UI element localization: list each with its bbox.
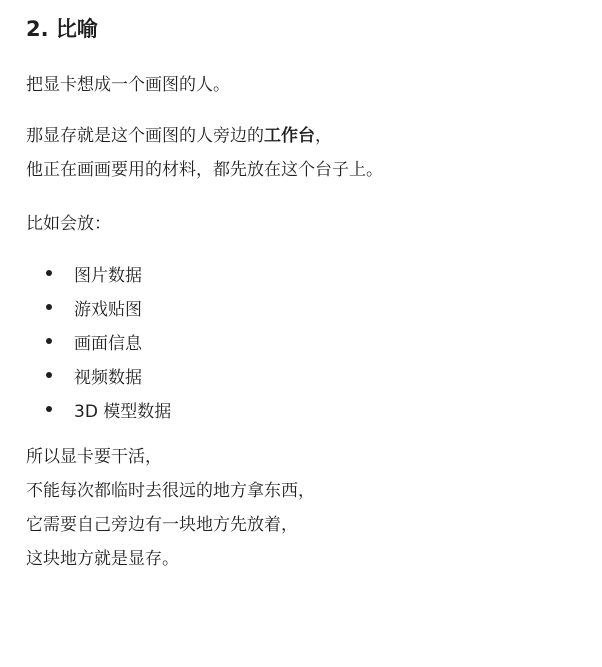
summary-line-3: 它需要自己旁边有一块地方先放着， <box>26 515 298 535</box>
list-item <box>26 290 602 324</box>
summary-line-4: 这块地方就是显存。 <box>26 549 179 569</box>
list-item <box>26 324 602 358</box>
analogy-prefix: 那显存就是这个画图的人旁边的 <box>26 126 264 146</box>
intro-paragraph: 把显卡想成一个画图的人。 <box>26 75 230 95</box>
analogy-paragraph <box>26 119 602 187</box>
summary-line-1: 所以显卡要干活， <box>26 447 162 467</box>
analogy-emphasis: 工作台 <box>264 126 315 146</box>
bullet-icon <box>46 304 52 310</box>
analogy-line-2: 他正在画画要用的材料，都先放在这个台子上。 <box>26 160 383 180</box>
bullet-list <box>26 256 602 426</box>
bullet-icon <box>46 372 52 378</box>
analogy-suffix: ， <box>315 126 332 146</box>
list-item-text: 3D 模型数据 <box>74 401 172 422</box>
list-item <box>26 256 602 290</box>
list-intro: 比如会放： <box>26 214 111 234</box>
list-item-text: 图片数据 <box>74 265 142 286</box>
list-item <box>26 392 602 426</box>
list-item-text: 游戏贴图 <box>74 299 142 320</box>
list-item-text: 视频数据 <box>74 367 142 388</box>
summary-line-2: 不能每次都临时去很远的地方拿东西， <box>26 481 315 501</box>
section-heading: 2. 比喻 <box>26 17 98 41</box>
bullet-icon <box>46 406 52 412</box>
summary-paragraph <box>26 440 602 576</box>
bullet-icon <box>46 270 52 276</box>
list-item-text: 画面信息 <box>74 333 142 354</box>
list-item <box>26 358 602 392</box>
bullet-icon <box>46 338 52 344</box>
